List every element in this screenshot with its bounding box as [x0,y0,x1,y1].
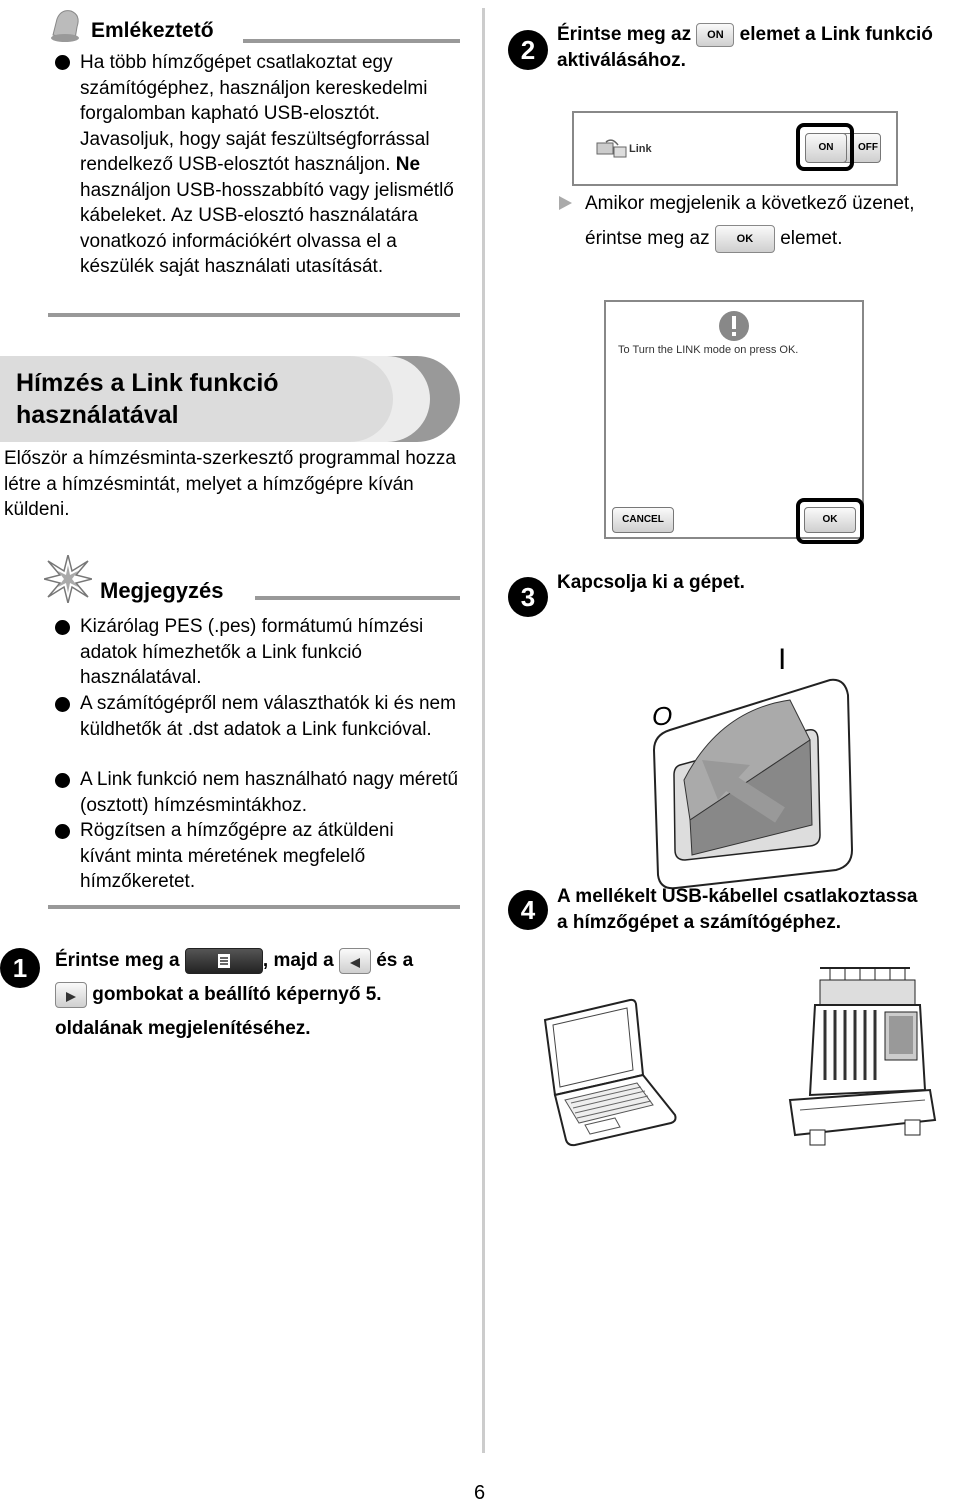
column-divider [482,8,485,1453]
bullet-icon [55,620,70,635]
note-item: Rögzítsen a hímzőgépre az átküldeni kívánt minta méretének megfelelő hímzőkeretet. [80,820,394,892]
reminder-title: Emlékeztető [91,19,214,42]
step-3-text: Kapcsolja ki a gépet. [557,572,745,593]
link-icon [596,139,628,159]
section-intro: Először a hímzésminta-szerkesztő programmal hozza létre a hímzésmintát, melyet a hímzőgépre kíván küldeni. [4,448,456,520]
bullet-icon [55,824,70,839]
link-label: Link [629,143,652,155]
step-4-number: 4 [508,890,548,930]
warning-icon [718,310,750,342]
laptop-illustration [535,995,680,1150]
link-confirm-dialog [604,300,864,539]
reminder-bottom-rule [48,313,460,317]
list-icon [215,953,233,969]
step-2-result-line2: érintse meg az OK elemet. [585,225,843,253]
step-4-text: A mellékelt USB-kábellel csatlakoztassa a hímzőgépet a számítógéphez. [557,886,918,933]
note-item: A Link funkció nem használható nagy méretű (osztott) hímzésmintákhoz. [80,769,459,816]
bullet-icon [55,697,70,712]
arrow-right-icon [64,991,78,1003]
cancel-button: CANCEL [612,507,674,533]
bullet-icon [55,55,70,70]
ok-button-image: OK [715,225,775,253]
settings-page-button [185,948,263,974]
step-2-result-line1: Amikor megjelenik a következő üzenet, [585,193,915,214]
note-title-rule [255,596,460,600]
prev-page-button [339,948,371,974]
section-title: Hímzés a Link funkció használatával [16,369,279,429]
step-2-text: Érintse meg az ON elemet a Link funkció aktiválásához. [557,24,933,71]
on-button-image: ON [696,23,734,47]
on-button-highlight [796,123,854,171]
bullet-icon [55,773,70,788]
reminder-title-rule [243,39,460,43]
reminder-text: Ha több hímzőgépet csatlakoztat egy számítógéphez, használjon kereskedelmi forgalomban kapható USB-elosztót. Javasoljuk, hogy saját feszültségforrással rendelkező USB-elosztót használjon. Ne használjon USB-hosszabbító vagy jelismétlő kábeleket. Az USB-elosztó használatára vonatkozó információkért olvassa el a készülék saját használati utasítását. [80,52,454,277]
power-off-mark: O [652,701,673,731]
page-number: 6 [474,1482,486,1504]
ok-button: OK [804,507,856,533]
on-button: ON [805,133,847,163]
embroidery-machine-illustration [780,960,940,1150]
note-bottom-rule [48,905,460,909]
step-1-text: Érintse meg a , majd a és a gombokat a beállító képernyő 5. oldalának megjelenítéséhez. [55,944,475,1046]
section-header [0,356,460,442]
note-item: A számítógépről nem választhatók ki és nem küldhetők át .dst adatok a Link funkcióval. [80,693,456,740]
step-3-number: 3 [508,577,548,617]
note-title: Megjegyzés [100,578,224,603]
power-switch-illustration [640,670,870,900]
ok-button-highlight [796,498,864,544]
result-arrow-icon [557,195,573,211]
note-item: Kizárólag PES (.pes) formátumú hímzési adatok hímezhetők a Link funkció használatával. [80,616,424,688]
link-settings-screen [572,111,898,186]
bell-icon [45,5,85,45]
next-page-button [55,982,87,1008]
reminder-box [45,5,460,320]
power-on-mark: I [778,643,787,676]
step-1-number: 1 [0,948,40,988]
step-2-number: 2 [508,30,548,70]
dialog-message: To Turn the LINK mode on press OK. [618,344,799,356]
off-button: OFF [837,133,881,163]
note-burst-icon [44,555,92,603]
arrow-left-icon [348,957,362,969]
